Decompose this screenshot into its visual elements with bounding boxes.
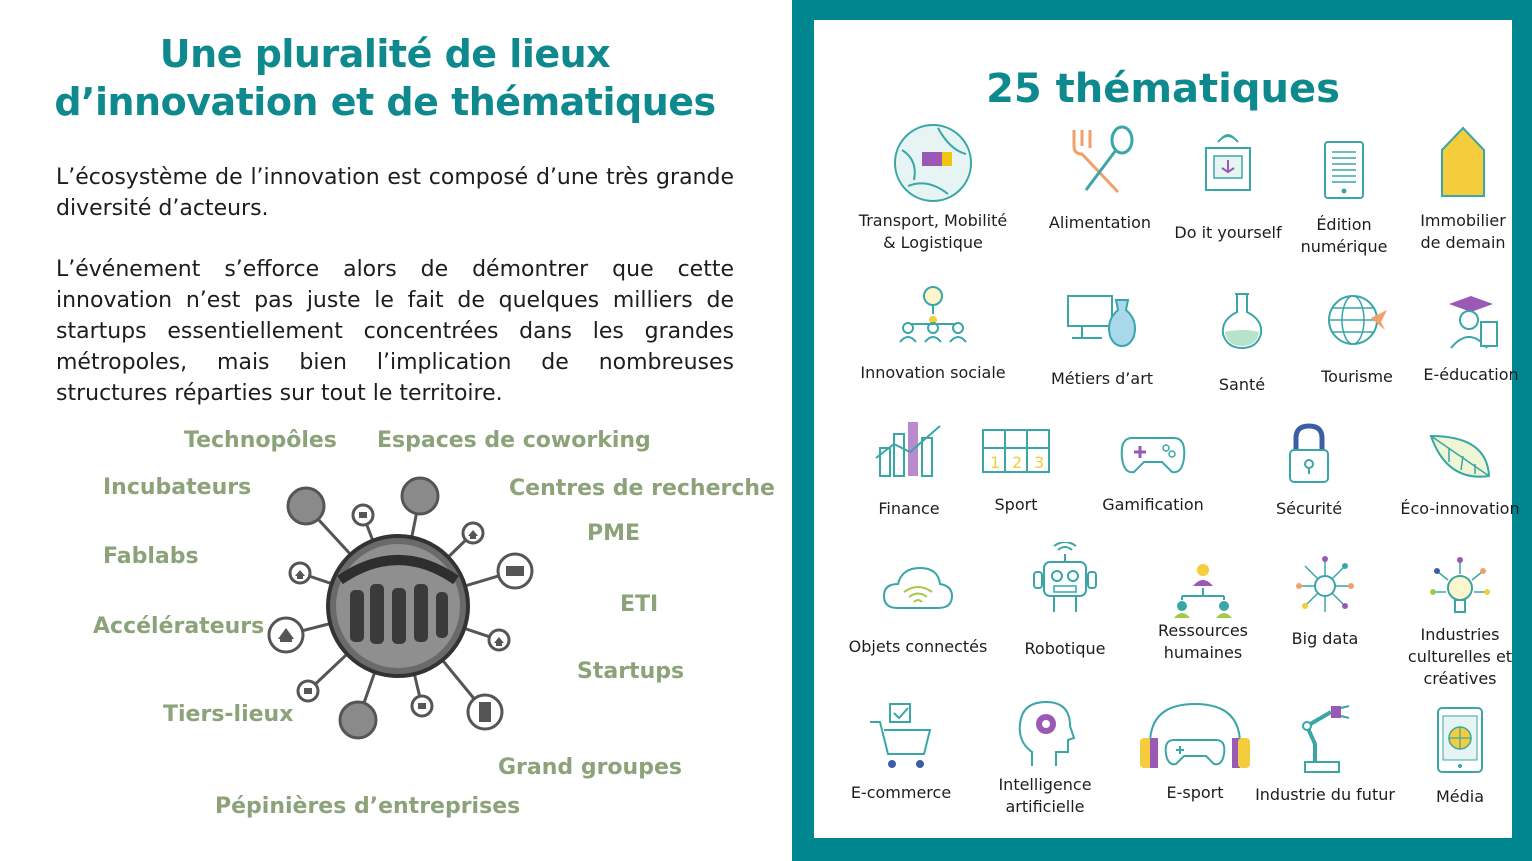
theme-media	[1386, 706, 1532, 808]
svg-text:3: 3	[1034, 453, 1045, 472]
theme-e-commerce	[826, 700, 976, 804]
theme-label: Finance	[878, 499, 940, 518]
theme-label: Objets connectés	[848, 637, 988, 656]
leaf-icon	[1427, 432, 1493, 484]
theme-big-data	[1250, 554, 1400, 650]
theme-transport	[858, 120, 1008, 254]
headset-icon	[1138, 700, 1252, 776]
podium-icon	[981, 428, 1051, 476]
tablet-globe-icon	[1434, 706, 1486, 776]
theme-label: Industries culturelles et créatives	[1407, 625, 1513, 688]
padlock-icon	[1284, 422, 1334, 486]
intro-paragraph-2: L’événement s’efforce alors de démontrer que cette innovation n’est pas juste le fait de quelques milliers de startups essentiellement concentrées dans les grandes métropoles, mais bien l’implication de nombreuses structures réparties sur tout le territoire.	[56, 257, 734, 406]
theme-metiers-art	[1028, 290, 1176, 390]
place-tiers-lieux: Tiers-lieux	[163, 702, 294, 727]
title-line-1: Une pluralité de lieux	[159, 32, 611, 76]
place-incubateurs: Incubateurs	[103, 475, 252, 500]
globe-icon	[888, 120, 978, 206]
team-icon	[1168, 560, 1238, 620]
place-recherche: Centres de recherche	[509, 476, 775, 501]
theme-label: Alimentation	[1048, 213, 1152, 232]
place-fablabs: Fablabs	[103, 544, 199, 569]
theme-robotique	[990, 542, 1140, 660]
ai-head-icon	[1014, 696, 1076, 768]
theme-e-education	[1396, 292, 1532, 386]
place-pepinieres: Pépinières d’entreprises	[215, 794, 521, 819]
theme-innovation-sociale	[858, 284, 1008, 384]
theme-label: E-sport	[1166, 783, 1224, 802]
right-panel	[792, 0, 1532, 861]
theme-label: Gamification	[1102, 495, 1204, 514]
theme-label: Édition numérique	[1300, 215, 1388, 256]
themes-card	[814, 20, 1520, 838]
network-icon	[1293, 554, 1357, 618]
theme-immobilier	[1388, 124, 1532, 254]
svg-text:2: 2	[1012, 453, 1023, 472]
theme-label: Big data	[1291, 629, 1359, 648]
theme-label: Sport	[994, 495, 1038, 514]
house-icon	[1438, 124, 1488, 200]
place-eti: ETI	[620, 592, 659, 617]
theme-label: Sécurité	[1275, 499, 1343, 518]
theme-label: Innovation sociale	[860, 363, 1006, 382]
theme-label: Tourisme	[1321, 367, 1393, 386]
svg-text:1: 1	[990, 453, 1001, 472]
place-technopoles: Technopôles	[184, 428, 337, 453]
cart-icon	[866, 700, 936, 772]
theme-label: Do it yourself	[1174, 223, 1282, 242]
theme-sport	[942, 428, 1090, 516]
cloud-wifi-icon	[880, 562, 956, 614]
theme-label: E-commerce	[850, 783, 952, 802]
fork-spoon-icon	[1060, 124, 1140, 196]
people-idea-icon	[890, 284, 976, 346]
theme-label: Robotique	[1024, 639, 1106, 658]
robot-icon	[1030, 542, 1100, 620]
place-coworking: Espaces de coworking	[377, 428, 651, 453]
theme-label: Métiers d’art	[1050, 369, 1154, 388]
theme-label: Industrie du futur	[1255, 785, 1395, 804]
theme-label: Santé	[1218, 375, 1266, 394]
plane-globe-icon	[1325, 292, 1389, 348]
theme-label: Immobilier de demain	[1420, 211, 1506, 252]
ereader-icon	[1319, 138, 1369, 204]
theme-label: E-éducation	[1423, 365, 1519, 384]
bar-chart-icon	[874, 418, 944, 480]
robot-arm-icon	[1295, 704, 1355, 774]
graduate-icon	[1441, 292, 1501, 350]
theme-label: Média	[1435, 787, 1485, 806]
theme-intelligence-artificielle	[970, 696, 1120, 818]
theme-gamification	[1078, 430, 1228, 516]
intro-paragraph-1: L’écosystème de l’innovation est composé d’une très grande diversité d’acteurs.	[56, 165, 734, 221]
place-grand-groupes: Grand groupes	[498, 755, 682, 780]
bulb-icon	[1428, 554, 1492, 620]
place-pme: PME	[587, 521, 641, 546]
theme-industrie-futur	[1244, 704, 1406, 806]
title-line-2: d’innovation et de thématiques	[54, 80, 716, 124]
place-accelerateurs: Accélérateurs	[93, 614, 265, 639]
theme-label: Éco-innovation	[1400, 499, 1520, 518]
gamepad-icon	[1118, 430, 1188, 478]
theme-alimentation	[1026, 124, 1174, 234]
theme-label: Transport, Mobilité & Logistique	[858, 211, 1008, 252]
theme-label: Intelligence artificielle	[998, 775, 1092, 816]
flask-icon	[1215, 290, 1269, 352]
theme-industries-culturelles	[1386, 554, 1532, 690]
place-startups: Startups	[577, 659, 685, 684]
themes-title: 25 thématiques	[986, 66, 1340, 112]
theme-eco-innovation	[1380, 432, 1532, 520]
vase-icon	[1062, 290, 1142, 350]
theme-objets-connectes	[842, 562, 994, 658]
theme-securite	[1234, 422, 1384, 520]
theme-label: Ressources humaines	[1157, 621, 1249, 662]
device-icon	[1198, 132, 1258, 206]
